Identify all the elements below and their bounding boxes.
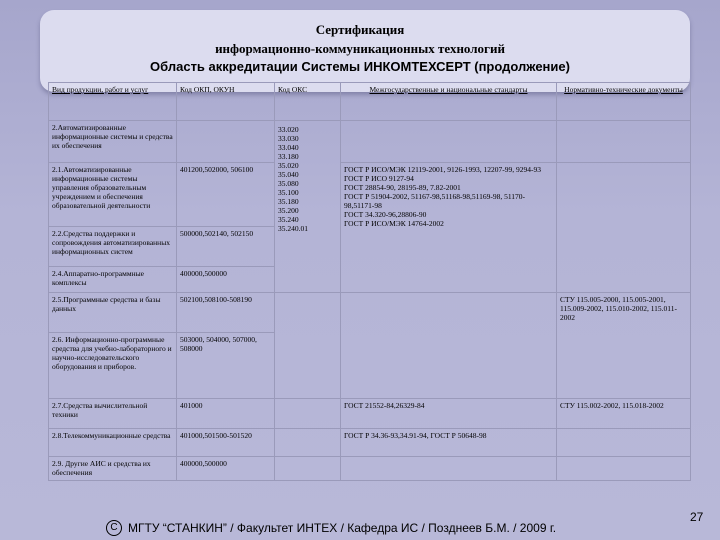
product-cell: 2.5.Программные средства и базы данных xyxy=(49,293,177,333)
oks-cell xyxy=(275,293,341,399)
standards-cell xyxy=(341,457,557,481)
product-cell: 2.Автоматизированные информационные системы и средства их обеспечения xyxy=(49,121,177,163)
col-header-okp: Код ОКП, ОКУН xyxy=(177,83,275,121)
docs-cell xyxy=(557,457,691,481)
oks-cell xyxy=(275,429,341,457)
standards-cell xyxy=(341,293,557,399)
footer xyxy=(106,520,556,536)
table-row xyxy=(49,399,691,429)
okp-cell: 503000, 504000, 507000, 508000 xyxy=(177,333,275,399)
shared-standards: ГОСТ Р ИСО/МЭК 12119-2001, 9126-1993, 12207-99, 9294-93 ГОСТ Р ИСО 9127-94 ГОСТ 28854-90, 28195-89, 7.82-2001 ГОСТ Р 51904-2002, 51167-98,51168-98,51169-98, 51170-98,51171-98 ГОСТ 34.320-96,28806-90 ГОСТ Р ИСО/МЭК 14764-2002 xyxy=(344,165,542,228)
okp-cell: 502100,508100-508190 xyxy=(177,293,275,333)
col-header-oks: Код ОКС xyxy=(275,83,341,121)
product-cell: 2.6. Информационно-программные средства для учебно-лабораторного и научно-исследовательского оборудования и приборов. xyxy=(49,333,177,399)
product-cell: 2.4.Аппаратно-программные комплексы xyxy=(49,267,177,293)
okp-cell: 400000,500000 xyxy=(177,267,275,293)
table-row xyxy=(49,429,691,457)
oks-codes-cell xyxy=(275,121,341,293)
docs-cell xyxy=(557,121,691,163)
col-header-docs: Нормативно-технические документы xyxy=(557,83,691,121)
product-cell: 2.2.Средства поддержки и сопровождения автоматизированных информационных систем xyxy=(49,227,177,267)
product-cell: 2.8.Телекоммуникационные средства xyxy=(49,429,177,457)
docs-cell xyxy=(557,429,691,457)
product-cell: 2.7.Средства вычислительной техники xyxy=(49,399,177,429)
page-number: 27 xyxy=(690,510,704,524)
standards-cell xyxy=(341,121,557,163)
footer-text: МГТУ “СТАНКИН” / Факультет ИНТЕХ / Кафедра ИС / Позднеев Б.М. / 2009 г. xyxy=(128,521,557,535)
table-row xyxy=(49,163,691,227)
product-cell: 2.1.Автоматизированные информационные системы управления образовательным учреждением и обеспечения образовательной деятельности xyxy=(49,163,177,227)
okp-cell: 401000 xyxy=(177,399,275,429)
okp-cell xyxy=(177,121,275,163)
page-title-line1: Сертификация xyxy=(315,22,405,37)
standards-cell: ГОСТ 21552-84,26329-84 xyxy=(341,399,557,429)
docs-cell: СТУ 115.005-2000, 115.005-2001, 115.009-2002, 115.010-2002, 115.011-2002 xyxy=(557,293,691,399)
standards-group-cell xyxy=(341,163,557,293)
docs-cell: СТУ 115.002-2002, 115.018-2002 xyxy=(557,399,691,429)
okp-cell: 500000,502140, 502150 xyxy=(177,227,275,267)
copyright-icon: С xyxy=(106,520,122,536)
product-cell: 2.9. Другие АИС и средства их обеспечения xyxy=(49,457,177,481)
docs-cell xyxy=(557,163,691,293)
col-header-standards: Межгосударственные и национальные стандарты xyxy=(341,83,557,121)
oks-cell xyxy=(275,399,341,429)
standards-cell: ГОСТ Р 34.36-93,34.91-94, ГОСТ Р 50648-98 xyxy=(341,429,557,457)
okp-cell: 401000,501500-501520 xyxy=(177,429,275,457)
table-row xyxy=(49,121,691,163)
table-row xyxy=(49,457,691,481)
oks-cell xyxy=(275,457,341,481)
col-header-product: Вид продукции, работ и услуг xyxy=(49,83,177,121)
oks-codes: 33.020 33.030 33.040 33.180 35.020 35.040 35.080 35.100 35.180 35.200 35.240 35.240.01 xyxy=(278,125,308,233)
table-header-row xyxy=(49,83,691,121)
table-row xyxy=(49,293,691,333)
okp-cell: 401200,502000, 506100 xyxy=(177,163,275,227)
accreditation-table xyxy=(48,82,691,481)
page-subtitle: Область аккредитации Системы ИНКОМТЕХСЕРТ (продолжение) xyxy=(150,59,570,74)
okp-cell: 400000,500000 xyxy=(177,457,275,481)
page-title-line2: информационно-коммуникационных технологий xyxy=(215,41,505,56)
